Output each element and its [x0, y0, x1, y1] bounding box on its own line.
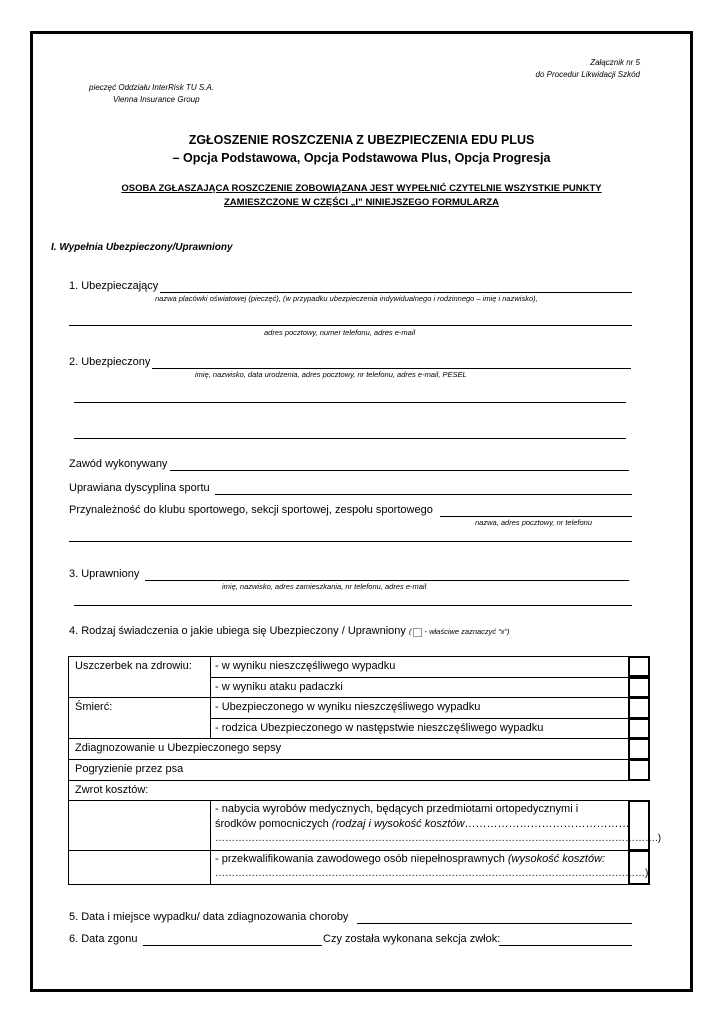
- club-field[interactable]: [440, 516, 632, 517]
- annex-line-1: Załącznik nr 5: [590, 58, 640, 67]
- refund-medical-2-text: środków pomocniczych: [215, 818, 332, 830]
- q4-hint-post: - właściwe zaznaczyć “x”): [424, 627, 510, 636]
- q1-field[interactable]: [160, 292, 632, 293]
- club-hint: nazwa, adres pocztowy, nr telefonu: [475, 518, 593, 527]
- row-line: [68, 697, 628, 698]
- row-line: [68, 884, 628, 885]
- row-line: [210, 677, 628, 678]
- row-line: [68, 738, 628, 739]
- q3-label: 3. Uprawniony: [69, 568, 140, 580]
- death-insured: - Ubezpieczonego w wyniku nieszczęśliwego wypadku: [215, 701, 481, 713]
- row-line: [68, 759, 628, 760]
- q6-field[interactable]: [143, 945, 322, 946]
- sport-field[interactable]: [215, 494, 632, 495]
- refund-retraining-2[interactable]: …………………………………………………………………………………………………………………): [215, 868, 649, 879]
- q4-hint: [409, 627, 510, 636]
- injury-accident: - w wyniku nieszczęśliwego wypadku: [215, 660, 396, 672]
- checkbox-death-parent[interactable]: [628, 718, 650, 739]
- row-line: [210, 718, 628, 719]
- q1-label: 1. Ubezpieczający: [69, 280, 159, 292]
- q3-hint: imię, nazwisko, adres zamieszkania, nr telefonu, adres e-mail: [222, 582, 427, 591]
- col-line: [210, 800, 211, 884]
- q2-field-2[interactable]: [74, 402, 626, 403]
- refund-retraining-italic: (wysokość kosztów:: [507, 853, 606, 865]
- notice-line-2: ZAMIESZCZONE W CZĘŚCI „I” NINIEJSZEGO FORMULARZA: [224, 197, 499, 208]
- q1-field-2[interactable]: [69, 325, 632, 326]
- refund-retraining-text: - przekwalifikowania zawodowego osób niepełnosprawnych: [215, 853, 508, 865]
- notice-line-1: OSOBA ZGŁASZAJĄCA ROSZCZENIE ZOBOWIĄZANA JEST WYPEŁNIĆ CZYTELNIE WSZYSTKIE PUNKTY: [121, 183, 602, 194]
- checkbox-injury-epilepsy[interactable]: [628, 677, 650, 698]
- q2-hint: imię, nazwisko, data urodzenia, adres pocztowy, nr telefonu, adres e-mail, PESEL: [195, 370, 467, 379]
- q2-field-3[interactable]: [74, 438, 626, 439]
- stamp-line-1: pieczęć Oddziału InterRisk TU S.A.: [89, 83, 214, 92]
- col-line: [68, 656, 69, 884]
- refund-medical-1: - nabycia wyrobów medycznych, będących przedmiotami ortopedycznymi i: [215, 803, 579, 815]
- q4-hint-pre: (: [408, 627, 412, 636]
- sport-label: Uprawiana dyscyplina sportu: [69, 482, 210, 494]
- checkbox-injury-accident[interactable]: [628, 656, 650, 677]
- club-label: Przynależność do klubu sportowego, sekcji sportowej, zespołu sportowego: [69, 504, 433, 516]
- checkbox-dog-bite[interactable]: [628, 759, 650, 781]
- title-line-2: – Opcja Podstawowa, Opcja Podstawowa Plus, Opcja Progresja: [172, 151, 551, 165]
- refund-medical-2: [215, 818, 629, 830]
- section-heading: I. Wypełnia Ubezpieczony/Uprawniony: [51, 242, 233, 253]
- q4-label: [69, 625, 510, 637]
- checkbox-death-insured[interactable]: [628, 697, 650, 719]
- q3-field-2[interactable]: [74, 605, 632, 606]
- refund-label: Zwrot kosztów:: [75, 784, 149, 796]
- q1-hint-2: adres pocztowy, numer telefonu, adres e-mail: [264, 328, 416, 337]
- refund-medical-2-dots[interactable]: ………………………………………: [464, 818, 630, 830]
- q1-hint: nazwa placówki oświatowej (pieczęć), (w przypadku ubezpieczenia indywidualnego i rodzinnego – imię i nazwisko),: [155, 294, 538, 303]
- checkbox-icon: [413, 628, 422, 637]
- occupation-field[interactable]: [170, 470, 629, 471]
- q6-label: 6. Data zgonu: [69, 933, 138, 945]
- occupation-label: Zawód wykonywany: [69, 458, 168, 470]
- q6b-label: Czy została wykonana sekcja zwłok:: [323, 933, 501, 945]
- q5-field[interactable]: [357, 923, 632, 924]
- q6b-field[interactable]: [499, 945, 632, 946]
- row-line: [68, 780, 628, 781]
- row-line: [68, 656, 628, 657]
- sepsis-label: Zdiagnozowanie u Ubezpieczonego sepsy: [75, 742, 282, 754]
- q2-field[interactable]: [152, 368, 631, 369]
- refund-medical-2-italic: (rodzaj i wysokość kosztów: [331, 818, 465, 830]
- q3-field[interactable]: [145, 580, 629, 581]
- row-line: [68, 850, 628, 851]
- row-line: [68, 800, 628, 801]
- death-label: Śmierć:: [75, 701, 113, 713]
- club-field-2[interactable]: [69, 541, 632, 542]
- injury-label: Uszczerbek na zdrowiu:: [75, 660, 192, 672]
- checkbox-sepsis[interactable]: [628, 738, 650, 760]
- stamp-line-2: Vienna Insurance Group: [113, 95, 200, 104]
- refund-retraining-1: [215, 853, 605, 865]
- q5-label: 5. Data i miejsce wypadku/ data zdiagnozowania choroby: [69, 911, 349, 923]
- q2-label: 2. Ubezpieczony: [69, 356, 151, 368]
- q4-text: 4. Rodzaj świadczenia o jakie ubiega się Ubezpieczony / Uprawniony: [69, 625, 406, 637]
- refund-medical-3[interactable]: …………………………………………………………………………………………………………………….): [215, 833, 662, 844]
- title-line-1: ZGŁOSZENIE ROSZCZENIA Z UBEZPIECZENIA EDU PLUS: [188, 133, 535, 147]
- annex-line-2: do Procedur Likwidacji Szkód: [535, 70, 640, 79]
- col-line: [210, 656, 211, 738]
- dog-bite-label: Pogryzienie przez psa: [75, 763, 184, 775]
- injury-epilepsy: - w wyniku ataku padaczki: [215, 681, 343, 693]
- death-parent: - rodzica Ubezpieczonego w następstwie nieszczęśliwego wypadku: [215, 722, 544, 734]
